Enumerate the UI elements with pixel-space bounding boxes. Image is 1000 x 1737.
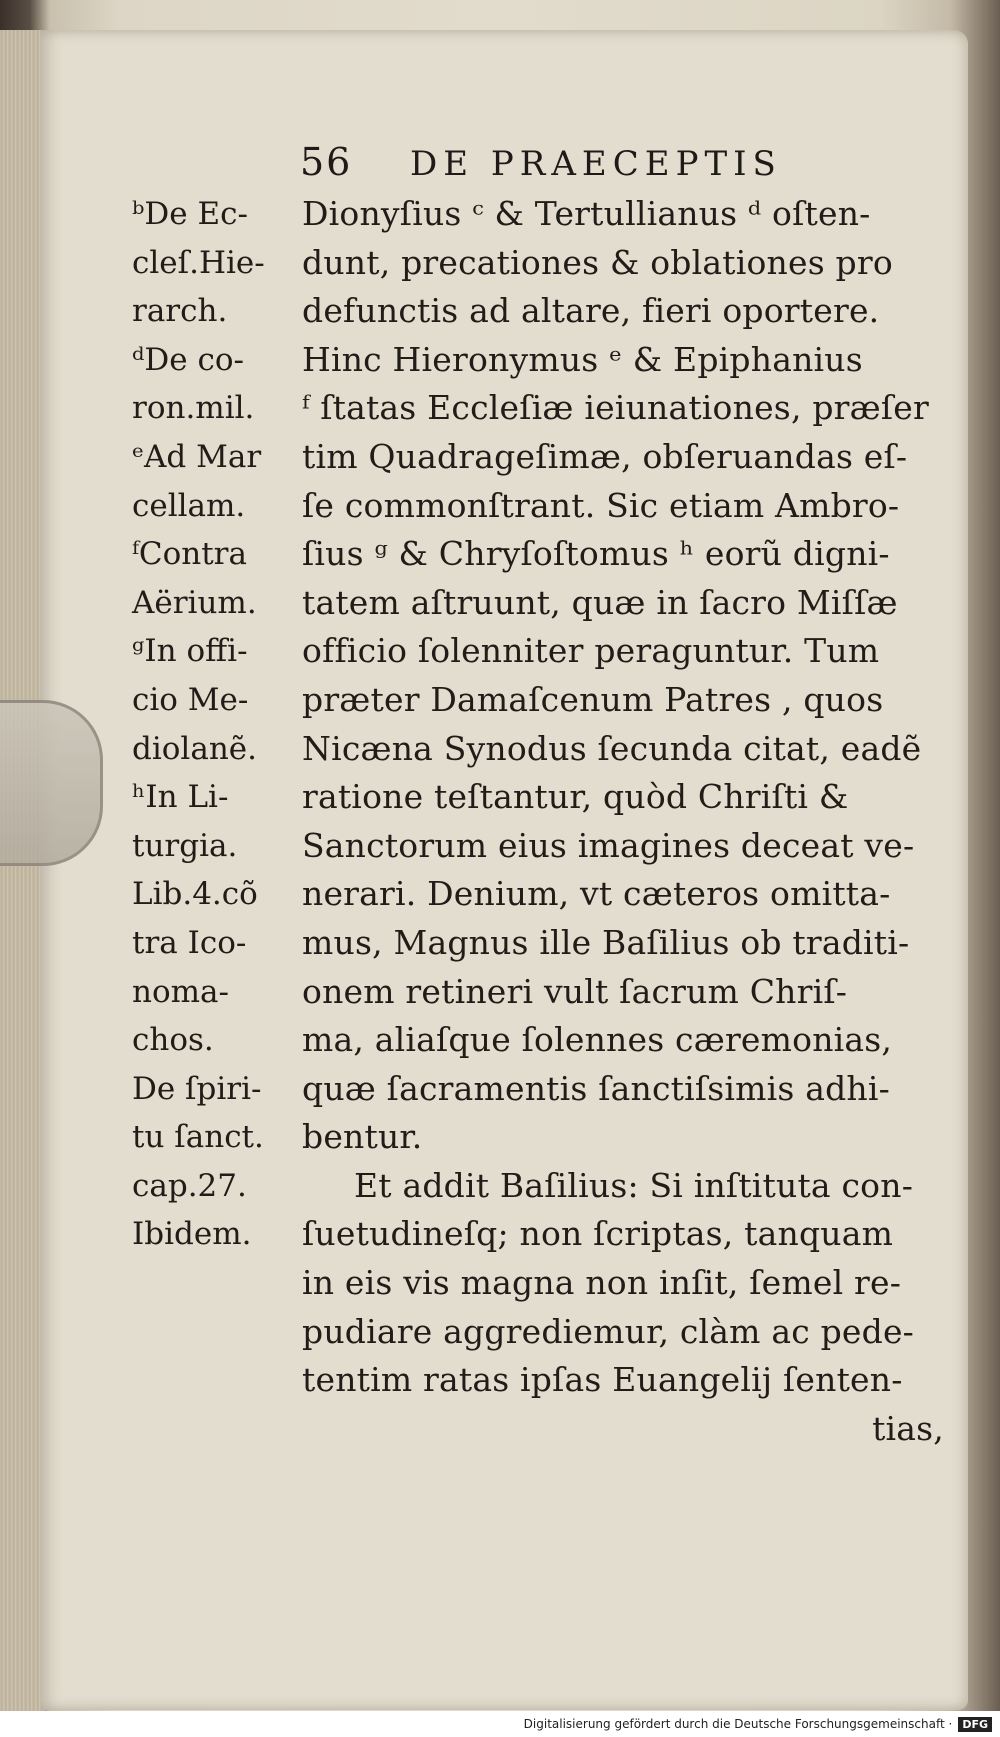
body-text-column — [302, 190, 952, 1453]
body-text-line: onem retineri vult ſacrum Chriſ- — [302, 971, 848, 1011]
margin-note-line: rarch. — [132, 293, 228, 330]
margin-note-line: ᵈDe co- — [132, 341, 244, 378]
margin-note-line: Lib.4.cõ — [132, 876, 258, 913]
body-text-line: præter Damaſcenum Patres , quos — [302, 679, 884, 719]
body-text-line: tim Quadrageſimæ, obſeruandas eſ- — [302, 436, 908, 476]
body-text-line: ma, aliaſque ſolennes cæremonias, — [302, 1020, 893, 1060]
margin-note-line: ᵉAd Mar — [132, 438, 262, 475]
margin-note-line: Aërium. — [132, 584, 257, 621]
body-text-line: in eis vis magna non inſit, ſemel re- — [302, 1263, 902, 1303]
body-text-line: ratione teſtantur, quòd Chriſti & — [302, 777, 849, 817]
book-clip — [0, 700, 103, 866]
body-text-line: Dionyſius ᶜ & Tertullianus ᵈ oſten- — [302, 194, 871, 233]
margin-note-line: tu ſanct. — [132, 1119, 264, 1156]
margin-note-line: ᵍIn offi- — [132, 633, 248, 670]
dfg-logo: DFG — [958, 1717, 992, 1732]
margin-note-line: tra Ico- — [132, 924, 247, 961]
body-text-line: Nicæna Synodus ſecunda citat, eadẽ — [302, 728, 922, 768]
body-text-line: ſuetudineſq; non ſcriptas, tanquam — [302, 1214, 894, 1254]
page-stack-edge — [0, 30, 44, 1720]
margin-note-line: diolanẽ. — [132, 730, 257, 767]
body-text-line: tatem aſtruunt, quæ in ſacro Miſſæ — [302, 582, 898, 622]
footer-credit: Digitalisierung gefördert durch die Deutsche Forschungsgemeinschaft · — [523, 1717, 953, 1731]
body-text-line: Sanctorum eius imagines deceat ve- — [302, 825, 915, 865]
margin-notes-column — [132, 190, 302, 1259]
digitization-footer — [0, 1711, 1000, 1737]
body-text-line: defunctis ad altare, fieri oportere. — [302, 291, 880, 331]
margin-note-line: ᵇDe Ec- — [132, 196, 248, 232]
body-text-line: Hinc Hieronymus ᵉ & Epiphanius — [302, 339, 863, 379]
body-text-line: quæ ſacramentis ſanctiſsimis adhi- — [302, 1068, 890, 1108]
body-text-line: mus, Magnus ille Baſilius ob traditi- — [302, 922, 910, 962]
margin-note-line: ron.mil. — [132, 390, 255, 427]
margin-note-line: noma- — [132, 973, 229, 1010]
margin-note-line: De ſpiri- — [132, 1070, 262, 1107]
body-text-line: ſe commonſtrant. Sic etiam Ambro- — [302, 485, 900, 525]
margin-note-line: turgia. — [132, 827, 238, 864]
margin-note-line: cio Me- — [132, 681, 249, 718]
body-text-line: ſius ᵍ & Chryſoſtomus ʰ eorũ digni- — [302, 534, 890, 574]
body-text-line: tentim ratas ipſas Euangelij ſenten- — [302, 1360, 903, 1400]
margin-note-line: ᶠContra — [132, 536, 247, 573]
body-text-line: Et addit Baſilius: Si inſtituta con- — [354, 1165, 914, 1205]
body-text-line: dunt, precationes & oblationes pro — [302, 242, 893, 282]
body-text-line: ᶠ ſtatas Eccleſiæ ieiunationes, præſer — [302, 388, 929, 428]
body-text-line: pudiare aggrediemur, clàm ac pede- — [302, 1311, 915, 1351]
margin-note-line: cellam. — [132, 487, 246, 524]
margin-note-line: ʰIn Li- — [132, 779, 229, 816]
margin-note-line: chos. — [132, 1022, 214, 1059]
catchword: tias, — [872, 1408, 944, 1448]
page-number: 56 — [300, 140, 353, 184]
margin-note-line: cleſ.Hie- — [132, 244, 265, 281]
page-header — [300, 140, 840, 184]
running-head: DE PRAECEPTIS — [410, 144, 782, 184]
margin-note-line: Ibidem. — [132, 1216, 252, 1253]
margin-note-line: cap.27. — [132, 1167, 247, 1204]
body-text-line: officio ſolenniter peraguntur. Tum — [302, 631, 880, 671]
body-text-line: nerari. Denium, vt cæteros omitta- — [302, 874, 891, 914]
body-text-line: bentur. — [302, 1117, 423, 1157]
